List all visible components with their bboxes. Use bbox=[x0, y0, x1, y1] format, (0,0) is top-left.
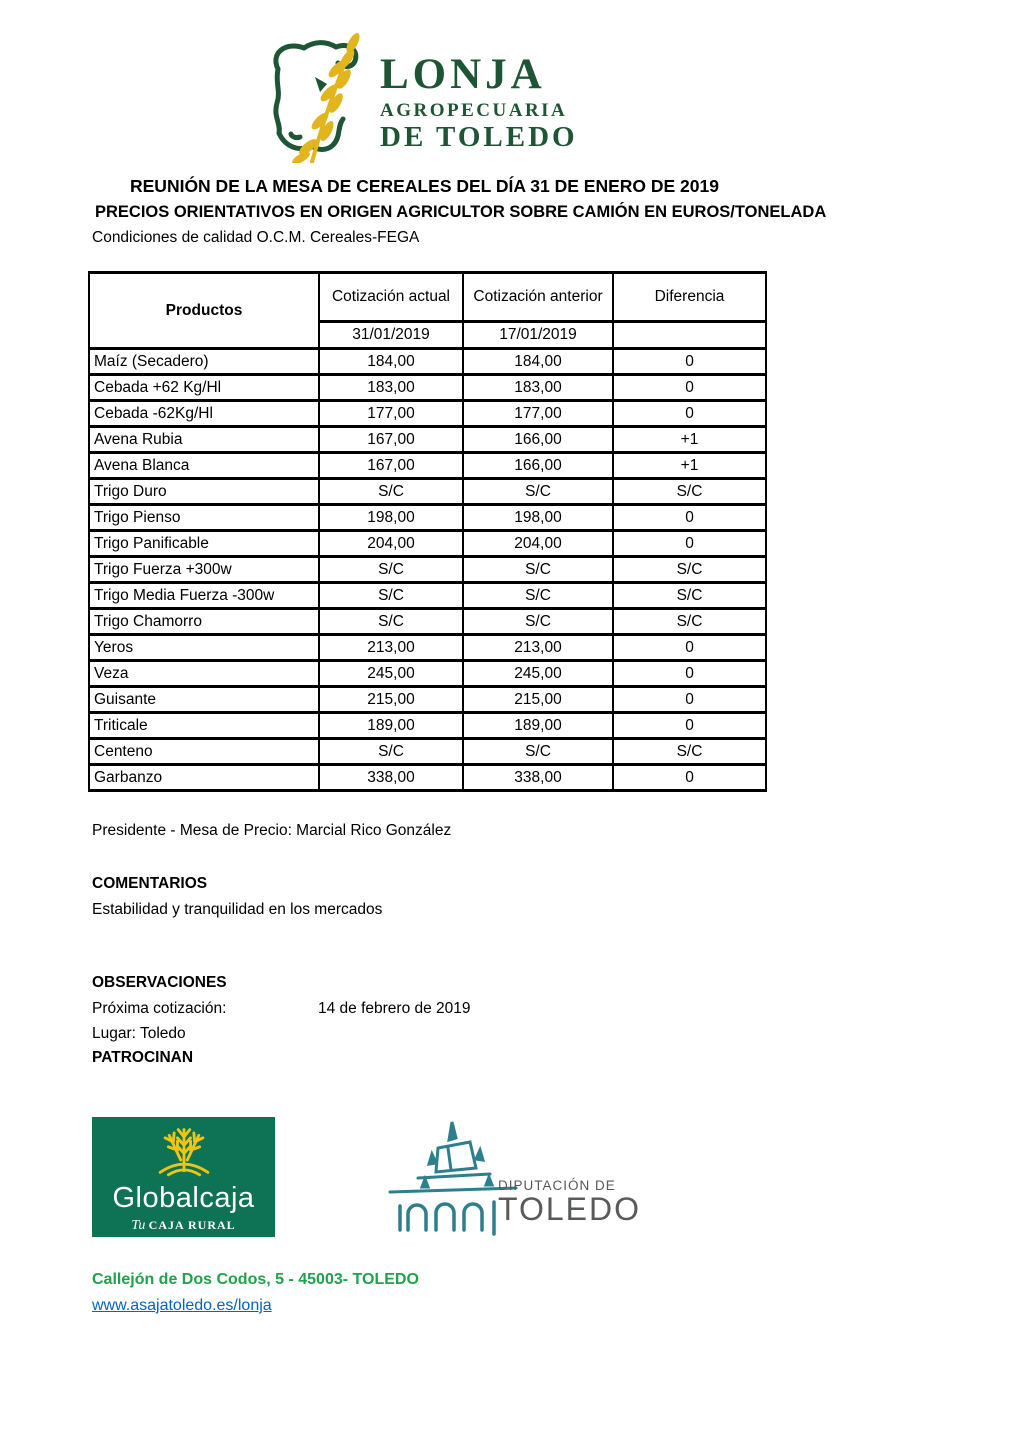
cell-current-price: 189,00 bbox=[319, 713, 463, 739]
difference-empty-header bbox=[613, 322, 766, 349]
table-row bbox=[89, 531, 766, 557]
cell-difference: S/C bbox=[613, 609, 766, 635]
cell-difference: S/C bbox=[613, 583, 766, 609]
cell-previous-price: 204,00 bbox=[463, 531, 613, 557]
document-title: REUNIÓN DE LA MESA DE CEREALES DEL DÍA 31 DE ENERO DE 2019 bbox=[130, 176, 719, 196]
cell-difference: 0 bbox=[613, 713, 766, 739]
cell-product: Guisante bbox=[89, 687, 319, 713]
document-subtitle: PRECIOS ORIENTATIVOS EN ORIGEN AGRICULTOR SOBRE CAMIÓN EN EUROS/TONELADA bbox=[95, 203, 827, 221]
president-line: Presidente - Mesa de Precio: Marcial Rico González bbox=[92, 822, 452, 839]
cell-previous-price: 213,00 bbox=[463, 635, 613, 661]
column-header-previous: Cotización anterior bbox=[463, 273, 613, 322]
cell-difference: 0 bbox=[613, 375, 766, 401]
cell-difference: 0 bbox=[613, 505, 766, 531]
cell-difference: 0 bbox=[613, 401, 766, 427]
cell-previous-price: 245,00 bbox=[463, 661, 613, 687]
lonja-logo bbox=[266, 33, 578, 163]
cell-current-price: 184,00 bbox=[319, 349, 463, 375]
column-header-difference: Diferencia bbox=[613, 273, 766, 322]
cell-previous-price: 338,00 bbox=[463, 765, 613, 791]
cell-difference: S/C bbox=[613, 557, 766, 583]
cell-previous-price: S/C bbox=[463, 479, 613, 505]
diputacion-line1: DIPUTACIÓN DE bbox=[498, 1178, 616, 1193]
table-row bbox=[89, 609, 766, 635]
cell-current-price: 167,00 bbox=[319, 453, 463, 479]
column-header-current: Cotización actual bbox=[319, 273, 463, 322]
wheat-sheaf-icon bbox=[147, 1123, 221, 1179]
globalcaja-tagline bbox=[92, 1218, 275, 1234]
column-header-products: Productos bbox=[89, 273, 319, 349]
cell-previous-price: 198,00 bbox=[463, 505, 613, 531]
logo-subtitle-2: DE TOLEDO bbox=[380, 121, 578, 153]
cell-product: Trigo Media Fuerza -300w bbox=[89, 583, 319, 609]
table-row bbox=[89, 687, 766, 713]
cell-previous-price: 166,00 bbox=[463, 427, 613, 453]
diputacion-line2: TOLEDO bbox=[498, 1191, 641, 1227]
cell-previous-price: S/C bbox=[463, 739, 613, 765]
table-row bbox=[89, 583, 766, 609]
cell-product: Yeros bbox=[89, 635, 319, 661]
cell-previous-price: 166,00 bbox=[463, 453, 613, 479]
logo-title: LONJA bbox=[380, 51, 546, 98]
cell-current-price: 167,00 bbox=[319, 427, 463, 453]
logo-subtitle-1: AGROPECUARIA bbox=[380, 100, 568, 121]
table-row bbox=[89, 739, 766, 765]
cell-product: Garbanzo bbox=[89, 765, 319, 791]
cell-difference: 0 bbox=[613, 531, 766, 557]
cell-current-price: S/C bbox=[319, 739, 463, 765]
cell-previous-price: S/C bbox=[463, 609, 613, 635]
cell-current-price: S/C bbox=[319, 557, 463, 583]
cell-product: Avena Rubia bbox=[89, 427, 319, 453]
cell-current-price: S/C bbox=[319, 609, 463, 635]
cell-current-price: 183,00 bbox=[319, 375, 463, 401]
cell-difference: 0 bbox=[613, 687, 766, 713]
table-row bbox=[89, 661, 766, 687]
cell-difference: S/C bbox=[613, 479, 766, 505]
table-row bbox=[89, 401, 766, 427]
cell-previous-price: 189,00 bbox=[463, 713, 613, 739]
cell-product: Trigo Chamorro bbox=[89, 609, 319, 635]
cell-previous-price: 183,00 bbox=[463, 375, 613, 401]
cell-product: Cebada +62 Kg/Hl bbox=[89, 375, 319, 401]
table-row bbox=[89, 427, 766, 453]
price-table bbox=[88, 271, 767, 792]
table-row bbox=[89, 505, 766, 531]
cell-current-price: S/C bbox=[319, 583, 463, 609]
table-row bbox=[89, 557, 766, 583]
cell-product: Veza bbox=[89, 661, 319, 687]
table-row bbox=[89, 635, 766, 661]
globalcaja-name: Globalcaja bbox=[112, 1182, 255, 1214]
cell-previous-price: 177,00 bbox=[463, 401, 613, 427]
cell-difference: +1 bbox=[613, 453, 766, 479]
cell-product: Avena Blanca bbox=[89, 453, 319, 479]
cell-difference: 0 bbox=[613, 635, 766, 661]
table-row bbox=[89, 713, 766, 739]
cell-product: Maíz (Secadero) bbox=[89, 349, 319, 375]
next-quotation-line bbox=[92, 1000, 471, 1018]
conditions-note: Condiciones de calidad O.C.M. Cereales-FEGA bbox=[92, 229, 420, 246]
observations-heading: OBSERVACIONES bbox=[92, 974, 227, 991]
diputacion-toledo-logo bbox=[388, 1118, 641, 1236]
cell-difference: 0 bbox=[613, 349, 766, 375]
cell-previous-price: 215,00 bbox=[463, 687, 613, 713]
table-row bbox=[89, 765, 766, 791]
next-quotation-label: Próxima cotización: bbox=[92, 1000, 227, 1017]
cell-current-price: 198,00 bbox=[319, 505, 463, 531]
cell-previous-price: 184,00 bbox=[463, 349, 613, 375]
cell-current-price: 245,00 bbox=[319, 661, 463, 687]
cell-product: Trigo Fuerza +300w bbox=[89, 557, 319, 583]
footer-website-link[interactable]: www.asajatoledo.es/lonja bbox=[92, 1297, 272, 1314]
cell-difference: 0 bbox=[613, 765, 766, 791]
table-row bbox=[89, 453, 766, 479]
price-table-body bbox=[89, 349, 766, 791]
cell-current-price: 204,00 bbox=[319, 531, 463, 557]
cell-current-price: 213,00 bbox=[319, 635, 463, 661]
cell-product: Trigo Duro bbox=[89, 479, 319, 505]
bull-and-wheat-icon bbox=[266, 33, 374, 163]
footer-address: Callejón de Dos Codos, 5 - 45003- TOLEDO bbox=[92, 1271, 419, 1288]
cell-product: Trigo Panificable bbox=[89, 531, 319, 557]
cell-current-price: S/C bbox=[319, 479, 463, 505]
current-date-header: 31/01/2019 bbox=[319, 322, 463, 349]
cell-difference: +1 bbox=[613, 427, 766, 453]
cell-current-price: 215,00 bbox=[319, 687, 463, 713]
globalcaja-tagline-text: CAJA RURAL bbox=[148, 1218, 236, 1232]
sponsors-heading: PATROCINAN bbox=[92, 1049, 194, 1066]
next-quotation-value: 14 de febrero de 2019 bbox=[318, 1000, 471, 1017]
globalcaja-logo bbox=[92, 1117, 275, 1237]
globalcaja-tagline-script: Tu bbox=[131, 1218, 146, 1233]
cell-current-price: 177,00 bbox=[319, 401, 463, 427]
cell-difference: 0 bbox=[613, 661, 766, 687]
previous-date-header: 17/01/2019 bbox=[463, 322, 613, 349]
cell-product: Trigo Pienso bbox=[89, 505, 319, 531]
cell-previous-price: S/C bbox=[463, 583, 613, 609]
table-row bbox=[89, 375, 766, 401]
table-row bbox=[89, 349, 766, 375]
table-row bbox=[89, 479, 766, 505]
cell-difference: S/C bbox=[613, 739, 766, 765]
cell-previous-price: S/C bbox=[463, 557, 613, 583]
place-line: Lugar: Toledo bbox=[92, 1025, 186, 1042]
cell-product: Cebada -62Kg/Hl bbox=[89, 401, 319, 427]
comments-heading: COMENTARIOS bbox=[92, 875, 208, 892]
comments-text: Estabilidad y tranquilidad en los mercados bbox=[92, 901, 383, 918]
cell-product: Triticale bbox=[89, 713, 319, 739]
cell-current-price: 338,00 bbox=[319, 765, 463, 791]
cell-product: Centeno bbox=[89, 739, 319, 765]
